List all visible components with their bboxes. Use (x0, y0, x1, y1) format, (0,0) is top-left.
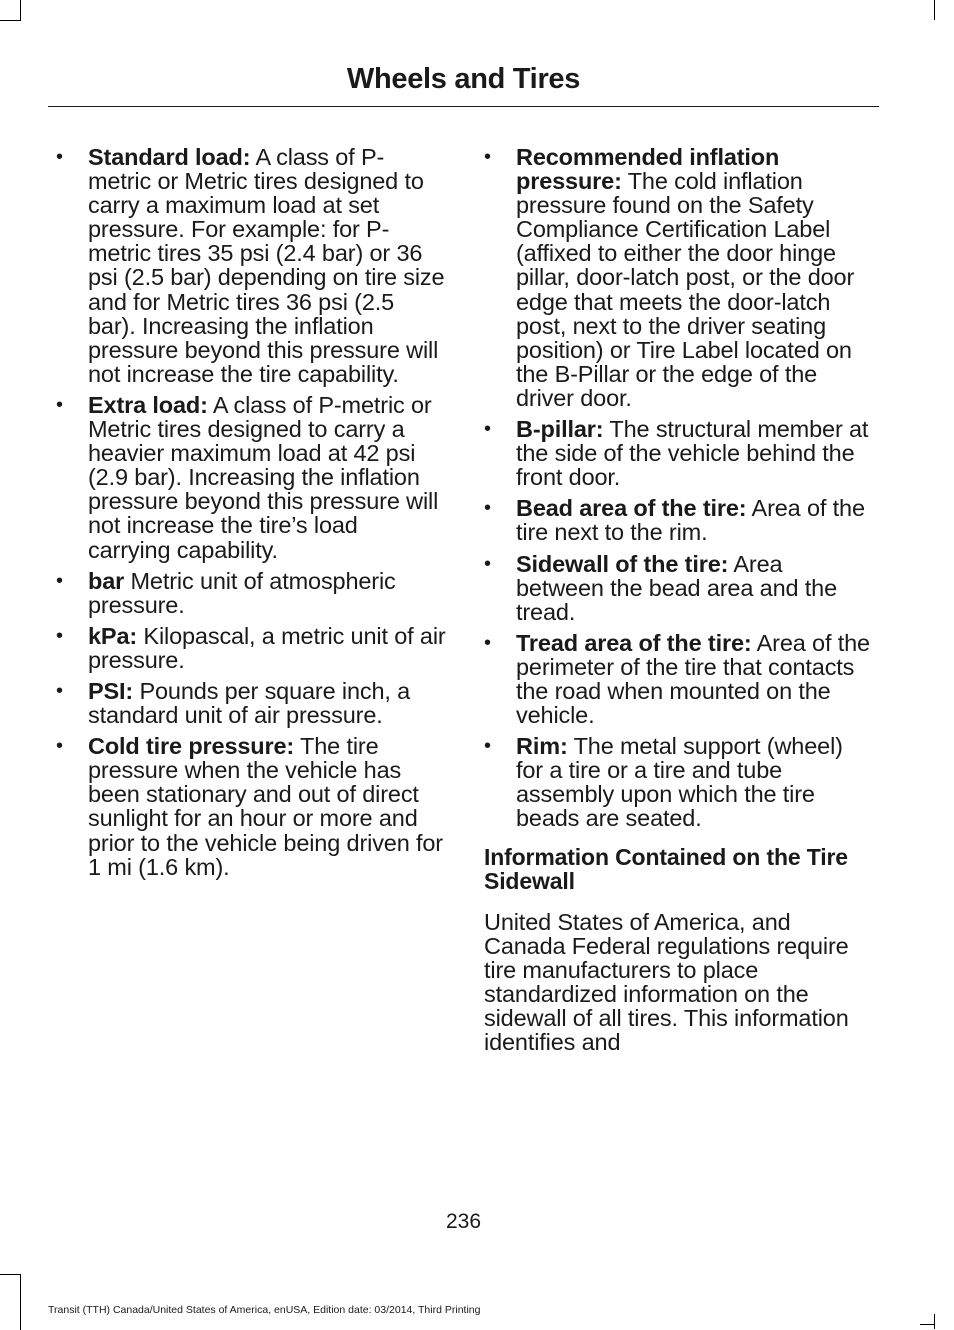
bullet-icon: • (56, 569, 63, 592)
section-heading: Information Contained on the Tire Sidewall (484, 843, 848, 894)
list-item (56, 679, 446, 727)
crop-mark (920, 1324, 934, 1326)
list-item (484, 145, 876, 410)
definition-text: The tire pressure when the vehicle has been stationary and out of direct sunlight for an hour or more and prior to the vehicle being driven for 1 mi (1.6 km). (88, 733, 443, 880)
definition-text: Kilopascal, a metric unit of air pressure. (88, 622, 446, 673)
crop-mark (934, 0, 936, 20)
bullet-icon: • (484, 631, 491, 654)
definition-text: Area of the perimeter of the tire that contacts the road when mounted on the vehicle. (516, 629, 870, 729)
definition-text: A class of P-metric or Metric tires designed to carry a maximum load at set pressure. For example: for P-metric tires 35 psi (2.4 bar) or 36 psi (2.5 bar) depending on tire size and for Metric tires 36 psi (2.5 bar). Increasing the inflation pressure beyond this pressure will not increase the tire capability. (88, 144, 445, 387)
list-item (56, 569, 446, 617)
body-paragraph: United States of America, and Canada Federal regulations require tire manufacturers to place standardized information on the sidewall of all tires. This information identifies and (484, 908, 849, 1055)
bullet-icon: • (56, 735, 63, 758)
crop-mark (0, 0, 21, 21)
definition-term: kPa: (88, 622, 138, 649)
definition-text: Pounds per square inch, a standard unit of air pressure. (88, 677, 411, 729)
definition-term: Sidewall of the tire: (516, 550, 729, 577)
definition-term: Standard load: (88, 144, 251, 170)
bullet-icon: • (56, 624, 63, 647)
page-number: 236 (445, 1210, 482, 1233)
definition-text: A class of P-metric or Metric tires designed to carry a heavier maximum load at 42 psi (2.9 bar). Increasing the inflation pressure beyond this pressure will not increase the tire’s load carrying capability. (88, 391, 439, 563)
definition-text: The cold inflation pressure found on the Safety Compliance Certification Label (affixed to either the door hinge pillar, door-latch post, or the door edge that meets the door-latch post, next to the driver seating position) or Tire Label located on the B-Pillar or the edge of the driver door. (516, 168, 855, 411)
definition-text: Metric unit of atmospheric pressure. (88, 567, 396, 618)
list-item (484, 552, 876, 624)
list-item (484, 734, 876, 830)
definition-list (56, 145, 446, 879)
list-item (484, 417, 876, 489)
bullet-icon: • (56, 146, 63, 168)
list-item (484, 631, 876, 727)
crop-mark (934, 1314, 936, 1329)
list-item (56, 624, 446, 672)
right-column (484, 145, 876, 1054)
crop-mark (0, 1274, 21, 1330)
definition-term: Rim: (516, 733, 568, 760)
definition-term: bar (88, 567, 125, 594)
definition-term: Cold tire pressure: (88, 733, 295, 760)
title-divider (48, 106, 879, 107)
definition-term: Tread area of the tire: (516, 629, 752, 656)
left-column (56, 145, 446, 886)
definition-list (484, 145, 876, 831)
definition-text: Area between the bead area and the tread. (516, 550, 838, 625)
definition-text: The structural member at the side of the vehicle behind the front door. (516, 416, 869, 491)
list-item (484, 496, 876, 544)
bullet-icon: • (56, 393, 63, 416)
bullet-icon: • (56, 679, 63, 702)
footer-edition-info: Transit (TTH) Canada/United States of America, enUSA, Edition date: 03/2014, Third Printing (48, 1304, 481, 1316)
bullet-icon: • (484, 735, 491, 758)
definition-term: Extra load: (88, 391, 208, 418)
definition-term: B-pillar: (516, 416, 604, 443)
definition-term: Recommended inflation pressure: (516, 144, 780, 195)
bullet-icon: • (484, 146, 491, 168)
definition-text: The metal support (wheel) for a tire or a tire and tube assembly upon which the tire beads are seated. (516, 733, 843, 832)
list-item (56, 145, 446, 386)
definition-text: Area of the tire next to the rim. (516, 495, 865, 546)
definition-term: PSI: (88, 677, 134, 704)
bullet-icon: • (484, 497, 491, 520)
list-item (56, 734, 446, 879)
definition-term: Bead area of the tire: (516, 495, 747, 522)
list-item (56, 393, 446, 562)
bullet-icon: • (484, 418, 491, 441)
bullet-icon: • (484, 552, 491, 575)
page-title: Wheels and Tires (346, 63, 581, 95)
